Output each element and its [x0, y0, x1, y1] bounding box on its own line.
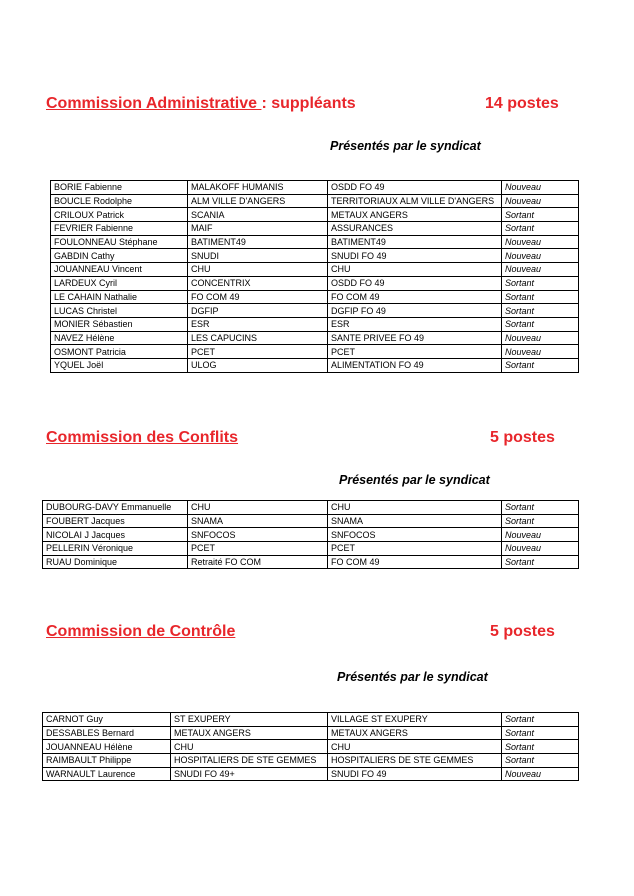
- member-syndicat-cell: HOSPITALIERS DE STE GEMMES: [328, 754, 502, 768]
- member-organisation-cell: ULOG: [188, 358, 328, 372]
- member-name-cell: BOUCLE Rodolphe: [51, 194, 188, 208]
- table-row: [43, 514, 579, 528]
- member-organisation-cell: CHU: [188, 501, 328, 515]
- table-row: [51, 345, 579, 359]
- section-title-commission-administrative: [46, 95, 356, 113]
- member-status-cell: Nouveau: [502, 345, 579, 359]
- member-status-cell: Sortant: [502, 713, 579, 727]
- member-name-cell: JOUANNEAU Vincent: [51, 263, 188, 277]
- member-status-cell: Nouveau: [502, 235, 579, 249]
- member-name-cell: MONIER Sébastien: [51, 317, 188, 331]
- member-status-cell: Sortant: [502, 555, 579, 569]
- section-title-suffix: : suppléants: [261, 95, 356, 112]
- member-syndicat-cell: TERRITORIAUX ALM VILLE D'ANGERS: [328, 194, 502, 208]
- member-status-cell: Nouveau: [502, 249, 579, 263]
- member-name-cell: OSMONT Patricia: [51, 345, 188, 359]
- table-row: [43, 555, 579, 569]
- table-row: [51, 249, 579, 263]
- member-name-cell: FOUBERT Jacques: [43, 514, 188, 528]
- member-organisation-cell: ST EXUPERY: [171, 713, 328, 727]
- member-syndicat-cell: PCET: [328, 542, 502, 556]
- member-name-cell: LUCAS Christel: [51, 304, 188, 318]
- member-syndicat-cell: ALIMENTATION FO 49: [328, 358, 502, 372]
- section-title-commission-de-controle: [46, 623, 235, 641]
- member-syndicat-cell: METAUX ANGERS: [328, 726, 502, 740]
- member-syndicat-cell: CHU: [328, 740, 502, 754]
- member-status-cell: Sortant: [502, 501, 579, 515]
- member-status-cell: Nouveau: [502, 767, 579, 781]
- member-syndicat-cell: SNFOCOS: [328, 528, 502, 542]
- member-name-cell: LARDEUX Cyril: [51, 276, 188, 290]
- member-status-cell: Nouveau: [502, 331, 579, 345]
- member-organisation-cell: MAIF: [188, 222, 328, 236]
- member-syndicat-cell: FO COM 49: [328, 290, 502, 304]
- member-organisation-cell: ALM VILLE D'ANGERS: [188, 194, 328, 208]
- table-row: [43, 713, 579, 727]
- member-organisation-cell: MALAKOFF HUMANIS: [188, 181, 328, 195]
- member-status-cell: Sortant: [502, 754, 579, 768]
- member-organisation-cell: Retraité FO COM: [188, 555, 328, 569]
- member-organisation-cell: PCET: [188, 345, 328, 359]
- member-organisation-cell: SCANIA: [188, 208, 328, 222]
- member-organisation-cell: BATIMENT49: [188, 235, 328, 249]
- member-syndicat-cell: ASSURANCES: [328, 222, 502, 236]
- member-name-cell: YQUEL Joël: [51, 358, 188, 372]
- table-row: [43, 767, 579, 781]
- member-status-cell: Nouveau: [502, 181, 579, 195]
- member-syndicat-cell: OSDD FO 49: [328, 181, 502, 195]
- member-syndicat-cell: SNUDI FO 49: [328, 767, 502, 781]
- member-organisation-cell: SNUDI FO 49+: [171, 767, 328, 781]
- table-row: [43, 528, 579, 542]
- members-table: [42, 500, 579, 569]
- member-name-cell: BORIE Fabienne: [51, 181, 188, 195]
- table-row: [43, 754, 579, 768]
- member-syndicat-cell: SNUDI FO 49: [328, 249, 502, 263]
- table-row: [43, 542, 579, 556]
- member-status-cell: Sortant: [502, 208, 579, 222]
- table-row: [43, 501, 579, 515]
- member-organisation-cell: SNUDI: [188, 249, 328, 263]
- member-status-cell: Sortant: [502, 514, 579, 528]
- member-name-cell: NAVEZ Hélène: [51, 331, 188, 345]
- member-organisation-cell: CHU: [171, 740, 328, 754]
- member-status-cell: Sortant: [502, 290, 579, 304]
- member-syndicat-cell: DGFIP FO 49: [328, 304, 502, 318]
- member-name-cell: RUAU Dominique: [43, 555, 188, 569]
- member-syndicat-cell: SANTE PRIVEE FO 49: [328, 331, 502, 345]
- section-title-main: Commission de Contrôle: [46, 623, 236, 640]
- section-title-commission-des-conflits: [46, 429, 238, 447]
- section-subheading: Présentés par le syndicat: [337, 670, 488, 684]
- member-name-cell: GABDIN Cathy: [51, 249, 188, 263]
- member-organisation-cell: ESR: [188, 317, 328, 331]
- member-organisation-cell: SNFOCOS: [188, 528, 328, 542]
- section-count: 14 postes: [485, 95, 559, 112]
- member-status-cell: Sortant: [502, 304, 579, 318]
- member-organisation-cell: LES CAPUCINS: [188, 331, 328, 345]
- member-status-cell: Sortant: [502, 726, 579, 740]
- table-row: [51, 208, 579, 222]
- member-name-cell: WARNAULT Laurence: [43, 767, 171, 781]
- member-syndicat-cell: OSDD FO 49: [328, 276, 502, 290]
- member-name-cell: JOUANNEAU Hélène: [43, 740, 171, 754]
- member-syndicat-cell: VILLAGE ST EXUPERY: [328, 713, 502, 727]
- section-subheading: Présentés par le syndicat: [330, 139, 481, 153]
- table-row: [51, 263, 579, 277]
- member-status-cell: Nouveau: [502, 263, 579, 277]
- table-row: [51, 276, 579, 290]
- member-name-cell: RAIMBAULT Philippe: [43, 754, 171, 768]
- table-row: [51, 181, 579, 195]
- table-row: [51, 331, 579, 345]
- table-row: [51, 222, 579, 236]
- table-row: [43, 726, 579, 740]
- member-organisation-cell: METAUX ANGERS: [171, 726, 328, 740]
- member-organisation-cell: PCET: [188, 542, 328, 556]
- member-status-cell: Sortant: [502, 740, 579, 754]
- members-table: [42, 712, 579, 781]
- member-syndicat-cell: CHU: [328, 501, 502, 515]
- table-row: [51, 194, 579, 208]
- table-row: [51, 358, 579, 372]
- member-syndicat-cell: METAUX ANGERS: [328, 208, 502, 222]
- member-organisation-cell: CONCENTRIX: [188, 276, 328, 290]
- section-title-main: Commission Administrative: [46, 95, 262, 112]
- member-organisation-cell: DGFIP: [188, 304, 328, 318]
- member-syndicat-cell: FO COM 49: [328, 555, 502, 569]
- table-row: [51, 317, 579, 331]
- member-name-cell: DESSABLES Bernard: [43, 726, 171, 740]
- member-status-cell: Sortant: [502, 317, 579, 331]
- member-name-cell: CRILOUX Patrick: [51, 208, 188, 222]
- member-organisation-cell: FO COM 49: [188, 290, 328, 304]
- member-name-cell: NICOLAI J Jacques: [43, 528, 188, 542]
- table-row: [51, 290, 579, 304]
- member-name-cell: LE CAHAIN Nathalie: [51, 290, 188, 304]
- member-name-cell: FOULONNEAU Stéphane: [51, 235, 188, 249]
- section-count: 5 postes: [490, 623, 555, 640]
- section-count: 5 postes: [490, 429, 555, 446]
- member-status-cell: Nouveau: [502, 528, 579, 542]
- table-row: [51, 235, 579, 249]
- member-name-cell: FEVRIER Fabienne: [51, 222, 188, 236]
- member-syndicat-cell: CHU: [328, 263, 502, 277]
- section-title-main: Commission des Conflits: [46, 429, 239, 446]
- member-status-cell: Sortant: [502, 276, 579, 290]
- table-row: [51, 304, 579, 318]
- members-table: [50, 180, 579, 373]
- member-syndicat-cell: ESR: [328, 317, 502, 331]
- member-syndicat-cell: BATIMENT49: [328, 235, 502, 249]
- member-syndicat-cell: SNAMA: [328, 514, 502, 528]
- member-name-cell: DUBOURG-DAVY Emmanuelle: [43, 501, 188, 515]
- member-name-cell: CARNOT Guy: [43, 713, 171, 727]
- member-status-cell: Nouveau: [502, 194, 579, 208]
- member-status-cell: Sortant: [502, 222, 579, 236]
- table-row: [43, 740, 579, 754]
- member-organisation-cell: HOSPITALIERS DE STE GEMMES: [171, 754, 328, 768]
- member-syndicat-cell: PCET: [328, 345, 502, 359]
- member-organisation-cell: SNAMA: [188, 514, 328, 528]
- section-subheading: Présentés par le syndicat: [339, 473, 490, 487]
- member-status-cell: Sortant: [502, 358, 579, 372]
- member-name-cell: PELLERIN Véronique: [43, 542, 188, 556]
- member-status-cell: Nouveau: [502, 542, 579, 556]
- member-organisation-cell: CHU: [188, 263, 328, 277]
